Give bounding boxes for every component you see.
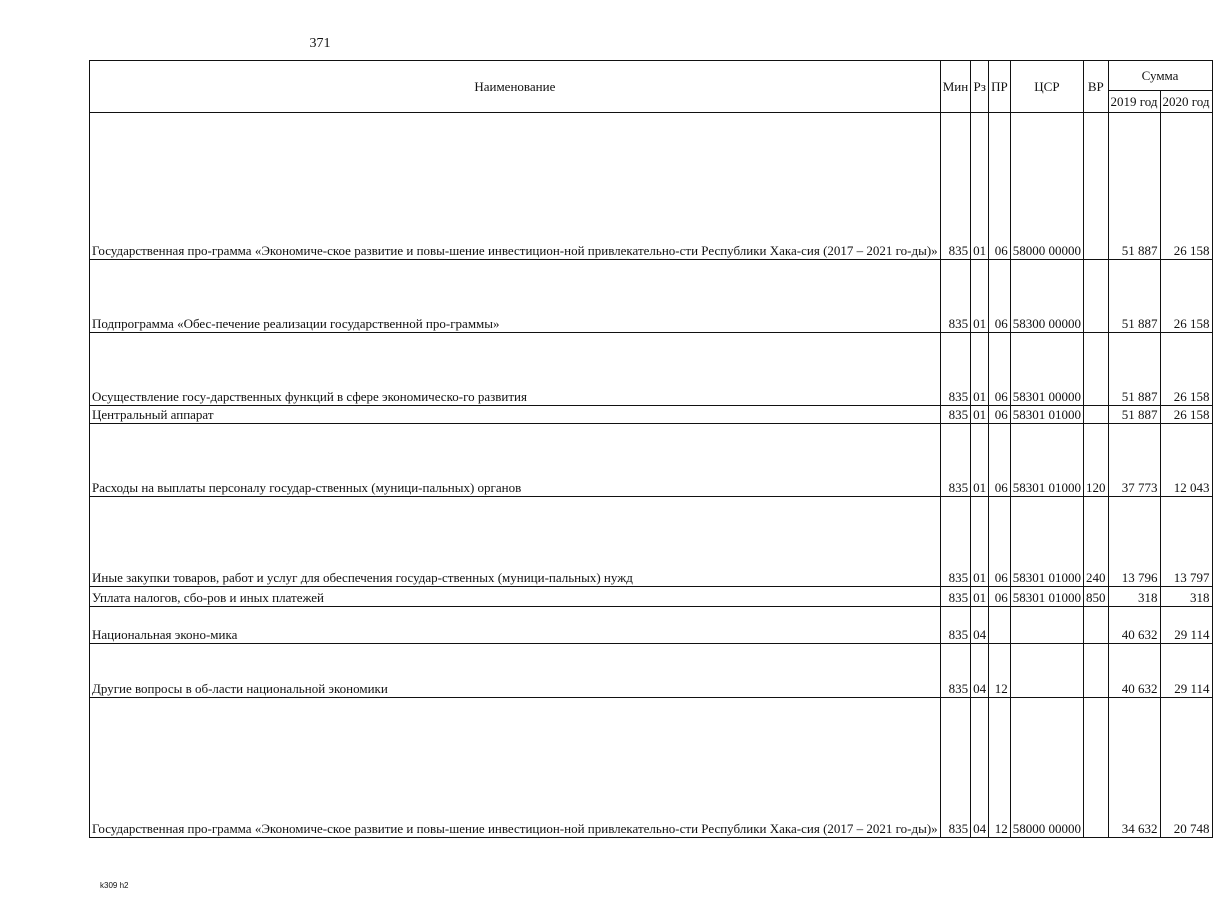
cell-pr: 06: [989, 497, 1011, 587]
cell-y2020: 29 114: [1160, 607, 1212, 644]
cell-y2019: 51 887: [1108, 406, 1160, 424]
table-row: [90, 587, 1213, 607]
cell-min: 835: [940, 333, 970, 406]
cell-y2020: 26 158: [1160, 333, 1212, 406]
cell-csr: 58300 00000: [1010, 260, 1083, 333]
cell-min: 835: [940, 644, 970, 698]
cell-vr: 850: [1084, 587, 1109, 607]
cell-name: Центральный аппарат: [90, 406, 941, 424]
cell-rz: 04: [971, 644, 989, 698]
cell-y2019: 40 632: [1108, 644, 1160, 698]
table-row: [90, 424, 1213, 497]
cell-csr: [1010, 607, 1083, 644]
cell-y2019: 40 632: [1108, 607, 1160, 644]
cell-name: Иные закупки товаров, работ и услуг для обеспечения государ-ственных (муници-пальных) нужд: [90, 497, 941, 587]
header-2020: 2020 год: [1160, 91, 1212, 113]
cell-pr: 12: [989, 644, 1011, 698]
cell-min: 835: [940, 497, 970, 587]
cell-name: Государственная про-грамма «Экономиче-ское развитие и повы-шение инвестицион-ной привлекательно-сти Республики Хака-сия (2017 – 2021 го-ды)»: [90, 113, 941, 260]
cell-vr: [1084, 607, 1109, 644]
cell-name: Расходы на выплаты персоналу государ-ственных (муници-пальных) органов: [90, 424, 941, 497]
cell-vr: [1084, 406, 1109, 424]
cell-csr: 58301 01000: [1010, 424, 1083, 497]
header-sum: Сумма: [1108, 61, 1212, 91]
cell-name: Осуществление госу-дарственных функций в сфере экономическо-го развития: [90, 333, 941, 406]
header-pr: ПР: [989, 61, 1011, 113]
cell-csr: 58301 01000: [1010, 406, 1083, 424]
footer-code: k309 h2: [100, 881, 129, 890]
cell-csr: 58000 00000: [1010, 113, 1083, 260]
cell-y2020: 20 748: [1160, 698, 1212, 838]
cell-y2019: 51 887: [1108, 113, 1160, 260]
cell-name: Подпрограмма «Обес-печение реализации государственной про-граммы»: [90, 260, 941, 333]
cell-vr: [1084, 113, 1109, 260]
header-csr: ЦСР: [1010, 61, 1083, 113]
cell-vr: [1084, 260, 1109, 333]
budget-table: [89, 60, 1213, 838]
cell-y2019: 37 773: [1108, 424, 1160, 497]
table-row: [90, 333, 1213, 406]
table-row: [90, 260, 1213, 333]
cell-pr: 12: [989, 698, 1011, 838]
cell-y2020: 29 114: [1160, 644, 1212, 698]
cell-vr: [1084, 333, 1109, 406]
cell-pr: [989, 607, 1011, 644]
header-2019: 2019 год: [1108, 91, 1160, 113]
cell-vr: 120: [1084, 424, 1109, 497]
cell-pr: 06: [989, 406, 1011, 424]
cell-rz: 04: [971, 698, 989, 838]
cell-rz: 01: [971, 333, 989, 406]
cell-csr: 58301 01000: [1010, 587, 1083, 607]
cell-y2020: 12 043: [1160, 424, 1212, 497]
cell-min: 835: [940, 406, 970, 424]
cell-y2020: 26 158: [1160, 113, 1212, 260]
cell-min: 835: [940, 424, 970, 497]
table-row: [90, 497, 1213, 587]
table-row: [90, 607, 1213, 644]
cell-name: Государственная про-грамма «Экономиче-ское развитие и повы-шение инвестицион-ной привлекательно-сти Республики Хака-сия (2017 – 2021 го-ды)»: [90, 698, 941, 838]
cell-rz: 01: [971, 497, 989, 587]
cell-min: 835: [940, 113, 970, 260]
cell-rz: 01: [971, 424, 989, 497]
cell-pr: 06: [989, 587, 1011, 607]
cell-rz: 01: [971, 587, 989, 607]
header-rz: Рз: [971, 61, 989, 113]
table-row: [90, 644, 1213, 698]
cell-name: Другие вопросы в об-ласти национальной экономики: [90, 644, 941, 698]
cell-rz: 04: [971, 607, 989, 644]
cell-vr: [1084, 644, 1109, 698]
table-row: [90, 406, 1213, 424]
cell-min: 835: [940, 698, 970, 838]
header-vr: ВР: [1084, 61, 1109, 113]
cell-y2019: 13 796: [1108, 497, 1160, 587]
cell-vr: 240: [1084, 497, 1109, 587]
table-row: [90, 113, 1213, 260]
cell-rz: 01: [971, 406, 989, 424]
cell-rz: 01: [971, 260, 989, 333]
cell-csr: 58000 00000: [1010, 698, 1083, 838]
header-name: Наименование: [90, 61, 941, 113]
cell-rz: 01: [971, 113, 989, 260]
cell-y2019: 34 632: [1108, 698, 1160, 838]
cell-y2019: 318: [1108, 587, 1160, 607]
cell-csr: 58301 00000: [1010, 333, 1083, 406]
table-row: [90, 698, 1213, 838]
cell-y2020: 26 158: [1160, 406, 1212, 424]
cell-vr: [1084, 698, 1109, 838]
cell-min: 835: [940, 607, 970, 644]
cell-csr: 58301 01000: [1010, 497, 1083, 587]
cell-y2019: 51 887: [1108, 260, 1160, 333]
cell-pr: 06: [989, 424, 1011, 497]
cell-y2019: 51 887: [1108, 333, 1160, 406]
cell-name: Национальная эконо-мика: [90, 607, 941, 644]
cell-pr: 06: [989, 113, 1011, 260]
cell-min: 835: [940, 587, 970, 607]
cell-min: 835: [940, 260, 970, 333]
cell-y2020: 13 797: [1160, 497, 1212, 587]
cell-y2020: 318: [1160, 587, 1212, 607]
cell-csr: [1010, 644, 1083, 698]
header-min: Мин: [940, 61, 970, 113]
cell-pr: 06: [989, 260, 1011, 333]
cell-pr: 06: [989, 333, 1011, 406]
cell-y2020: 26 158: [1160, 260, 1212, 333]
cell-name: Уплата налогов, сбо-ров и иных платежей: [90, 587, 941, 607]
page-number: 371: [309, 36, 331, 51]
